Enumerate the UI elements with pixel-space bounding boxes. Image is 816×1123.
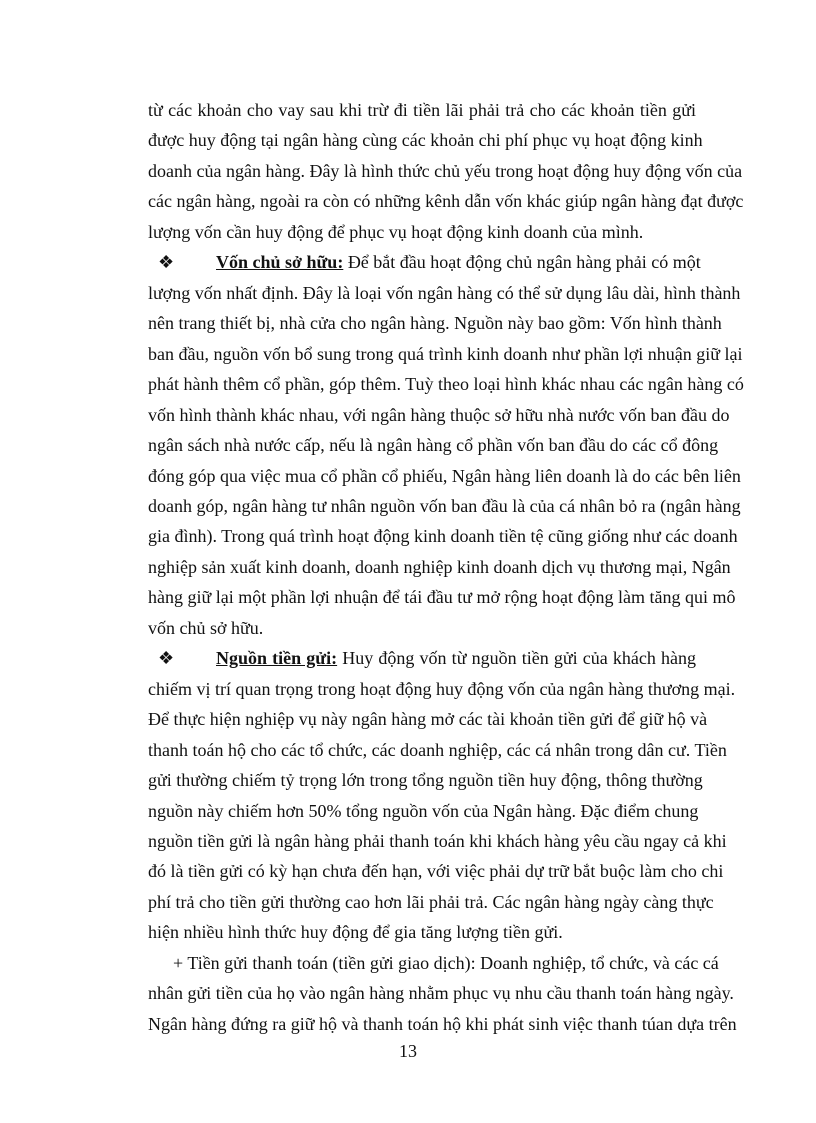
paragraph-line: gia đình). Trong quá trình hoạt động kinh doanh tiền tệ cũng giống như các doanh [148,526,738,546]
paragraph-line: doanh của ngân hàng. Đây là hình thức chủ yếu trong hoạt động huy động vốn của [148,161,743,181]
paragraph-line: hiện nhiều hình thức huy động để gia tăng lượng tiền gửi. [148,922,563,942]
paragraph-line: đó là tiền gửi có kỳ hạn chưa đến hạn, với việc phải dự trữ bắt buộc làm cho chi [148,861,724,881]
paragraph-line: đóng góp qua việc mua cổ phần cổ phiếu, Ngân hàng liên doanh là do các bên liên [148,466,741,486]
paragraph-line: + Tiền gửi thanh toán (tiền gửi giao dịch): Doanh nghiệp, tổ chức, và các cá [173,953,719,973]
section-text: Huy động vốn từ nguồn tiền gửi của khách hàng [337,648,697,668]
paragraph-line: ban đầu, nguồn vốn bổ sung trong quá trình kinh doanh như phần lợi nhuận giữ lại [148,344,743,364]
paragraph-line: gửi thường chiếm tỷ trọng lớn trong tổng nguồn tiền huy động, thông thường [148,770,703,790]
paragraph-line: thanh toán hộ cho các tổ chức, các doanh nghiệp, các cá nhân trong dân cư. Tiền [148,740,727,760]
section-heading: Vốn chủ sở hữu: [216,252,344,272]
paragraph-line: ngân sách nhà nước cấp, nếu là ngân hàng cổ phần vốn ban đầu do các cổ đông [148,435,719,455]
paragraph-line: các ngân hàng, ngoài ra còn có những kênh dẫn vốn khác giúp ngân hàng đạt được [148,191,744,211]
paragraph-line: phí trả cho tiền gửi thường cao hơn lãi phải trả. Các ngân hàng ngày càng thực [148,892,714,912]
section-text: Để bắt đầu hoạt động chủ ngân hàng phải có một [343,252,701,272]
paragraph-line: Để thực hiện nghiệp vụ này ngân hàng mở các tài khoản tiền gửi để giữ hộ và [148,709,708,729]
section-first-line [216,251,701,273]
paragraph-line: nghiệp sản xuất kinh doanh, doanh nghiệp kinh doanh dịch vụ thương mại, Ngân [148,557,731,577]
paragraph-line: doanh góp, ngân hàng tư nhân nguồn vốn ban đầu là của cá nhân bỏ ra (ngân hàng [148,496,741,516]
section-heading: Nguồn tiền gửi: [216,648,338,668]
section-first-line [216,647,696,669]
paragraph-line: từ các khoản cho vay sau khi trừ đi tiền lãi phải trả cho các khoản tiền gửi [148,100,696,120]
paragraph-line: được huy động tại ngân hàng cùng các khoản chi phí phục vụ hoạt động kinh [148,130,703,150]
paragraph-line: nguồn này chiếm hơn 50% tổng nguồn vốn của Ngân hàng. Đặc điểm chung [148,801,699,821]
paragraph-line: nguồn tiền gửi là ngân hàng phải thanh toán khi khách hàng yêu cầu ngay cả khi [148,831,727,851]
bullet-icon: ❖ [158,252,175,272]
paragraph-line: vốn chủ sở hữu. [148,618,264,638]
paragraph-line: nhân gửi tiền của họ vào ngân hàng nhằm phục vụ nhu cầu thanh toán hàng ngày. [148,983,734,1003]
paragraph-line: lượng vốn cần huy động để phục vụ hoạt động kinh doanh của mình. [148,222,644,242]
paragraph-line: vốn hình thành khác nhau, với ngân hàng thuộc sở hữu nhà nước vốn ban đầu do [148,405,730,425]
paragraph-line: phát hành thêm cổ phần, góp thêm. Tuỳ theo loại hình khác nhau các ngân hàng có [148,374,744,394]
paragraph-line: chiếm vị trí quan trọng trong hoạt động huy động vốn của ngân hàng thương mại. [148,679,736,699]
paragraph-line: nên trang thiết bị, nhà cửa cho ngân hàng. Nguồn này bao gồm: Vốn hình thành [148,313,722,333]
paragraph-line: hàng giữ lại một phần lợi nhuận để tái đầu tư mở rộng hoạt động làm tăng qui mô [148,587,736,607]
paragraph-line: lượng vốn nhất định. Đây là loại vốn ngân hàng có thể sử dụng lâu dài, hình thành [148,283,741,303]
page-number: 13 [399,1041,417,1061]
paragraph-line: Ngân hàng đứng ra giữ hộ và thanh toán hộ khi phát sinh việc thanh túan dựa trên [148,1014,737,1034]
bullet-icon: ❖ [158,648,175,668]
